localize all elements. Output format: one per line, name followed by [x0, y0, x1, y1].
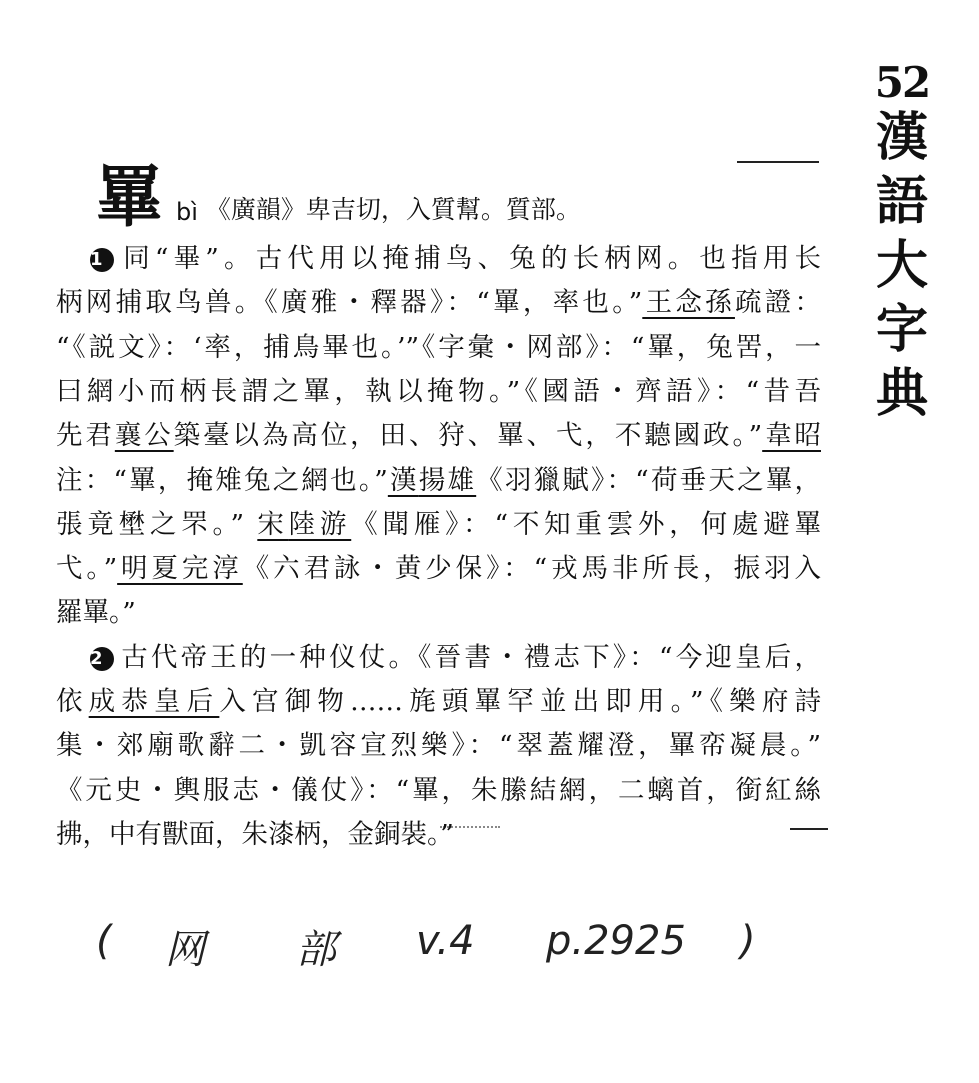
entry-line [56, 462, 821, 502]
entry-line [56, 683, 821, 723]
entry-line [56, 772, 821, 812]
entry-line [56, 417, 821, 457]
entry-text: 拂，中有獸面，朱漆柄，金銅裝。” [56, 818, 454, 850]
handwritten-note: p.2925 [546, 918, 686, 964]
entry-line [56, 329, 821, 369]
underlined-name: 襄公 [114, 420, 174, 452]
underlined-name: 韋昭 [762, 420, 821, 452]
entry-text: 古代帝王的一种仪仗。《晉書・禮志下》：“今迎皇后， [118, 641, 821, 673]
entry-line [56, 373, 821, 413]
handwritten-note: ) [740, 918, 756, 964]
entry-text: 弋。” [56, 553, 118, 585]
sense-number-marker: 1 [90, 248, 114, 272]
source-title-char: 漢 [875, 107, 928, 168]
entry-text: 《羽獵賦》：“荷垂天之罼， [476, 464, 821, 496]
sense-number-marker: 2 [90, 647, 114, 671]
entry-line [90, 639, 821, 679]
entry-line [90, 240, 821, 280]
source-title-char: 典 [875, 363, 928, 424]
handwritten-note: 部 [296, 927, 336, 973]
entry-text: 《六君詠・黄少保》：“戎馬非所長，振羽入 [242, 553, 821, 585]
entry-text: 《聞雁》：“不知重雲外，何處避罼 [351, 508, 821, 540]
handwritten-note: v.4 [416, 918, 475, 964]
entry-text: 同“畢”。古代用以掩捕鸟、兔的长柄网。也指用长 [118, 243, 821, 274]
handwritten-note: ( [96, 918, 112, 964]
source-title-char: 字 [875, 299, 928, 360]
divider [737, 161, 819, 163]
entry-text: 注：“罼，掩雉兔之網也。” [56, 464, 388, 496]
entry-text: 先君 [56, 420, 115, 452]
entry-text: 入宫御物……旄頭罼罕並出即用。”《樂府詩 [219, 686, 821, 717]
pinyin: bì [176, 198, 198, 226]
source-title [872, 60, 932, 426]
source-title-char: 大 [875, 235, 928, 296]
underlined-name: 成恭皇后 [88, 686, 220, 717]
underlined-name: 王念孫 [642, 287, 735, 319]
entry-text: 築臺以為高位，田、狩、罼、弋，不聽國政。” [173, 420, 763, 452]
source-number: 52 [874, 58, 930, 107]
entry-text: 羅罼。” [56, 597, 136, 629]
entry-text: 張竟壄之罘。” [56, 508, 258, 540]
entry-line [56, 284, 821, 324]
entry-text: 集・郊廟歌辭二・凱容宣烈樂》：“翠蓋耀澄，罼帟凝晨。” [56, 730, 821, 762]
underlined-name: 揚雄 [418, 464, 477, 496]
entry-text: “《説文》：‘率，捕鳥畢也。’”《字彙・网部》：“罼，兔罟，一 [56, 331, 821, 363]
entry-text: 疏證： [734, 287, 821, 319]
entry-text: 柄网捕取鸟兽。《廣雅・釋器》：“罼，率也。” [56, 287, 643, 319]
entry-text: 依 [56, 686, 89, 717]
entry-line [56, 506, 821, 546]
underlined-name: 夏完淳 [151, 553, 243, 585]
entry-line [56, 550, 821, 590]
headword: 罼 [96, 158, 162, 236]
pronunciation: 《廣韻》卑吉切，入質幫。質部。 [205, 195, 581, 224]
underlined-name: 明 [117, 553, 152, 585]
entry-line [56, 727, 821, 767]
entry-text: 曰網小而柄長謂之罼，執以掩物。”《國語・齊語》：“昔吾 [56, 375, 821, 407]
source-title-char: 語 [875, 171, 928, 232]
entry-line [56, 594, 821, 634]
underlined-name: 漢 [387, 464, 419, 496]
handwritten-note: 网 [165, 927, 205, 973]
entry-text: 《元史・輿服志・儀仗》：“罼，朱縢結網，二螭首，銜紅絲 [56, 774, 821, 806]
underlined-name: 陸游 [288, 508, 352, 540]
underlined-name: 宋 [257, 508, 289, 540]
entry-head [96, 152, 581, 236]
entry-line [56, 816, 821, 856]
